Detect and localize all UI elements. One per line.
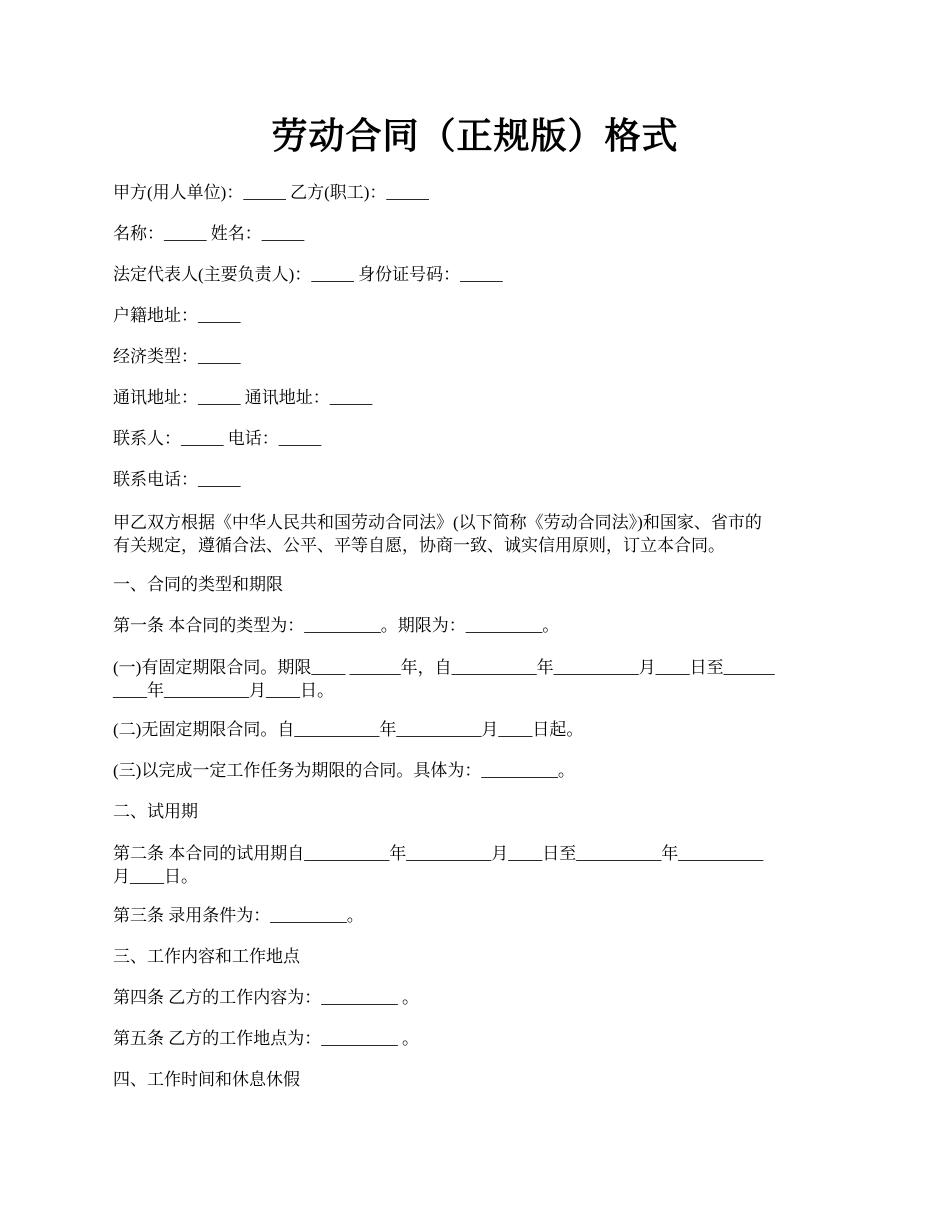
article-1: 第一条 本合同的类型为：_________。期限为：_________。 (113, 616, 560, 635)
party-line-legal-rep: 法定代表人(主要负责人)：_____ 身份证号码：_____ (113, 265, 503, 284)
section-heading-2: 二、试用期 (113, 802, 198, 821)
party-line-contact: 联系人：_____ 电话：_____ (113, 429, 322, 448)
article-2 (113, 842, 843, 888)
clause-open-term: (二)无固定期限合同。自__________年__________月____日起。 (113, 720, 584, 739)
clause-fixed-term (113, 656, 843, 702)
article-3: 第三条 录用条件为：_________。 (113, 906, 364, 925)
intro-line-2: 有关规定，遵循合法、公平、平等自愿，协商一致、诚实信用原则，订立本合同。 (113, 536, 725, 555)
document-title: 劳动合同（正规版）格式 (271, 115, 679, 157)
section-heading-4: 四、工作时间和休息休假 (113, 1070, 300, 1089)
clause-fixed-term-line-1: (一)有固定期限合同。期限____ ______年，自__________年__________月____日至______ (113, 658, 775, 677)
party-line-household-address: 户籍地址：_____ (113, 306, 241, 325)
party-line-phone: 联系电话：_____ (113, 470, 241, 489)
clause-fixed-term-line-2: ____年__________月____日。 (113, 681, 334, 700)
section-heading-3: 三、工作内容和工作地点 (113, 947, 300, 966)
section-heading-1: 一、合同的类型和期限 (113, 575, 283, 594)
party-line-mailing-address: 通讯地址：_____ 通讯地址：_____ (113, 388, 373, 407)
party-line-employer: 甲方(用人单位)：_____ 乙方(职工)：_____ (113, 183, 429, 202)
article-5: 第五条 乙方的工作地点为：_________ 。 (113, 1029, 419, 1048)
intro-line-1: 甲乙双方根据《中华人民共和国劳动合同法》(以下简称《劳动合同法》)和国家、省市的 (113, 513, 762, 532)
intro-paragraph (113, 511, 843, 557)
article-2-line-1: 第二条 本合同的试用期自__________年__________月____日至__________年__________ (113, 844, 764, 863)
party-line-name: 名称：_____ 姓名：_____ (113, 224, 305, 243)
article-2-line-2: 月____日。 (113, 867, 198, 886)
clause-task-term: (三)以完成一定工作任务为期限的合同。具体为：_________。 (113, 761, 575, 780)
party-line-economic-type: 经济类型：_____ (113, 347, 241, 366)
article-4: 第四条 乙方的工作内容为：_________ 。 (113, 988, 419, 1007)
